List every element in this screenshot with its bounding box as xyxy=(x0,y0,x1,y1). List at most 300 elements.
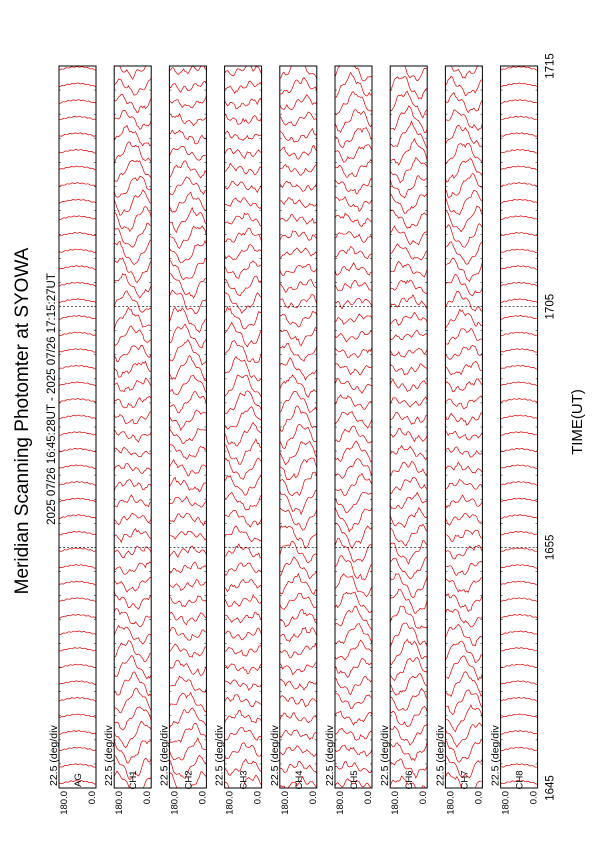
channel-label: CH1 xyxy=(128,770,140,790)
scan-trace xyxy=(280,145,317,159)
scan-trace xyxy=(280,730,317,740)
scan-trace xyxy=(225,695,262,707)
scan-trace xyxy=(501,465,538,469)
scan-trace xyxy=(59,100,96,104)
scan-trace xyxy=(501,614,538,618)
scan-trace xyxy=(59,747,96,751)
scan-trace xyxy=(501,232,538,235)
scan-trace xyxy=(114,641,151,662)
scan-trace xyxy=(280,644,317,658)
scan-trace xyxy=(59,232,96,235)
scan-trace xyxy=(335,213,372,226)
scan-trace xyxy=(169,531,206,540)
scan-trace xyxy=(445,624,482,646)
scan-trace xyxy=(501,697,538,701)
scan-trace xyxy=(445,291,482,311)
scan-trace xyxy=(280,663,317,675)
scan-trace xyxy=(501,498,538,502)
scan-trace xyxy=(59,614,96,618)
scan-trace xyxy=(225,711,262,724)
scan-trace xyxy=(114,721,151,747)
scan-trace xyxy=(445,379,482,392)
scan-trace xyxy=(335,676,372,694)
scan-trace xyxy=(59,183,96,187)
scan-trace xyxy=(390,673,427,695)
panel-scale-label: 22.5 (deg/div xyxy=(158,725,171,786)
scan-trace xyxy=(225,526,262,542)
scan-trace xyxy=(501,581,538,585)
scan-trace xyxy=(445,705,482,732)
scan-trace xyxy=(280,231,317,240)
panel-y-top: 180.0 xyxy=(59,791,70,815)
scan-trace xyxy=(114,495,151,507)
x-tick-label: 1655 xyxy=(544,534,557,561)
scan-trace xyxy=(445,641,482,663)
scan-trace xyxy=(59,382,96,386)
panel-traces xyxy=(445,61,482,795)
scan-trace xyxy=(114,125,151,145)
scan-trace xyxy=(225,341,262,363)
scan-trace xyxy=(445,345,482,359)
scan-trace xyxy=(114,160,151,181)
scan-trace xyxy=(390,462,427,476)
scan-trace xyxy=(225,198,262,209)
scan-trace xyxy=(169,208,206,233)
scan-trace xyxy=(225,228,262,242)
scan-trace xyxy=(390,364,427,375)
scan-trace xyxy=(225,579,262,591)
scan-trace xyxy=(169,65,206,74)
scan-trace xyxy=(225,680,262,691)
scan-trace xyxy=(59,415,96,419)
scan-trace xyxy=(280,248,317,258)
scan-trace xyxy=(59,731,96,735)
panel-traces xyxy=(114,63,151,794)
scan-trace xyxy=(335,246,372,258)
panel-traces xyxy=(335,57,372,791)
scan-trace xyxy=(169,391,206,413)
chart-title: Meridian Scanning Photomter at SYOWA xyxy=(12,247,33,595)
panel-y-bottom: 0.0 xyxy=(307,791,319,805)
scan-trace xyxy=(169,428,206,444)
scan-trace xyxy=(280,295,317,308)
scan-trace xyxy=(114,447,151,456)
panel-ch2 xyxy=(158,65,208,815)
scan-trace xyxy=(114,464,151,474)
scan-trace xyxy=(114,291,151,312)
scan-trace xyxy=(59,664,96,668)
scan-trace xyxy=(335,556,372,580)
scan-trace xyxy=(114,578,151,593)
scan-trace xyxy=(501,365,538,369)
scan-trace xyxy=(169,146,206,160)
scan-trace xyxy=(59,216,96,220)
scan-trace xyxy=(59,315,96,319)
scan-trace xyxy=(501,714,538,718)
scan-trace xyxy=(335,263,372,275)
scan-trace xyxy=(280,280,317,293)
scan-trace xyxy=(59,66,96,70)
scan-trace xyxy=(390,176,427,198)
scan-trace xyxy=(225,148,262,158)
scan-trace xyxy=(445,310,482,329)
scan-trace xyxy=(390,589,427,613)
scan-trace xyxy=(225,493,262,511)
scan-trace xyxy=(390,209,427,228)
scan-trace xyxy=(501,149,538,153)
scan-trace xyxy=(225,131,262,140)
panel-scale-label: 22.5 (deg/div xyxy=(103,725,116,786)
x-tick-label: 1715 xyxy=(544,53,557,79)
scan-trace xyxy=(390,477,427,493)
scan-trace xyxy=(59,249,96,253)
scan-trace xyxy=(445,430,482,440)
scan-trace xyxy=(445,447,482,457)
panel-scale-label: 22.5 (deg/div xyxy=(48,725,60,786)
panel-y-top: 180.0 xyxy=(390,791,402,815)
scan-trace xyxy=(114,378,151,392)
scan-trace xyxy=(225,245,262,260)
panel-scale-label: 22.5 (deg/div xyxy=(489,725,502,786)
scan-trace xyxy=(335,606,372,630)
scan-trace xyxy=(225,743,262,759)
scan-trace xyxy=(501,415,538,419)
scan-trace xyxy=(390,412,427,424)
scan-trace xyxy=(225,163,262,175)
scan-trace xyxy=(445,361,482,374)
scan-trace xyxy=(59,133,96,136)
scan-trace xyxy=(59,83,96,87)
scan-trace xyxy=(445,462,482,473)
scan-trace xyxy=(390,706,427,726)
scan-trace xyxy=(445,190,482,214)
scan-trace xyxy=(169,114,206,126)
scan-trace xyxy=(59,498,96,502)
scan-trace xyxy=(445,479,482,489)
channel-label: AG xyxy=(73,773,84,787)
scan-trace xyxy=(169,660,206,675)
scan-trace xyxy=(169,580,206,591)
scan-trace xyxy=(169,444,206,459)
channel-label: CH6 xyxy=(404,770,416,790)
scan-trace xyxy=(501,448,538,451)
scan-trace xyxy=(501,315,538,319)
scan-trace xyxy=(335,232,372,243)
scan-trace xyxy=(501,133,538,136)
scan-trace xyxy=(390,397,427,407)
scan-trace xyxy=(280,358,317,380)
scan-trace xyxy=(169,676,206,692)
scan-trace xyxy=(501,266,538,270)
scan-trace xyxy=(169,562,206,573)
scan-trace xyxy=(114,142,151,164)
scan-trace xyxy=(390,492,427,508)
panel-y-top: 180.0 xyxy=(335,791,346,815)
panel-ch6 xyxy=(379,59,429,815)
scan-trace xyxy=(169,596,206,607)
scan-trace xyxy=(169,693,206,712)
scan-trace xyxy=(501,565,538,569)
scan-trace xyxy=(445,396,482,409)
panel-frame xyxy=(280,66,317,788)
scan-trace xyxy=(501,83,538,87)
scan-trace xyxy=(114,110,151,129)
scan-trace xyxy=(501,531,538,535)
scan-trace xyxy=(225,276,262,296)
panel-y-top: 180.0 xyxy=(224,791,236,815)
scan-trace xyxy=(59,432,96,436)
panel-y-bottom: 0.0 xyxy=(418,791,430,805)
scan-trace xyxy=(114,672,151,697)
scan-trace xyxy=(445,328,482,344)
scan-trace xyxy=(225,664,262,674)
scan-trace xyxy=(114,609,151,627)
scan-trace xyxy=(390,313,427,326)
scan-trace xyxy=(335,364,372,375)
scan-trace xyxy=(445,93,482,113)
scan-trace xyxy=(169,375,206,394)
scan-trace xyxy=(114,430,151,442)
scan-trace xyxy=(390,558,427,579)
x-axis-title: TIME(UT) xyxy=(569,389,586,455)
scan-trace xyxy=(390,379,427,392)
scan-trace xyxy=(225,293,262,313)
scan-trace xyxy=(225,98,262,109)
scan-trace xyxy=(225,261,262,278)
scan-trace xyxy=(501,249,538,253)
scan-trace xyxy=(390,330,427,340)
scan-trace xyxy=(501,183,538,187)
scan-trace xyxy=(280,593,317,609)
chart-period: 2025 07/26 16:45:28UT - 2025 07/26 17:15:27UT xyxy=(46,273,58,525)
scan-trace xyxy=(501,382,538,386)
scan-trace xyxy=(390,446,427,460)
scan-trace xyxy=(335,492,372,513)
scan-trace xyxy=(114,190,151,215)
scan-trace xyxy=(114,626,151,645)
scan-trace xyxy=(169,161,206,178)
scan-trace xyxy=(335,73,372,98)
panel-traces xyxy=(225,63,262,792)
scan-trace xyxy=(59,565,96,569)
scan-trace xyxy=(169,226,206,249)
scan-trace xyxy=(225,727,262,740)
scan-trace xyxy=(501,631,538,635)
panel-y-bottom: 0.0 xyxy=(473,791,485,805)
scan-trace xyxy=(280,129,317,143)
scan-trace xyxy=(335,694,372,709)
scan-trace xyxy=(335,441,372,462)
scan-trace xyxy=(501,216,538,220)
scan-trace xyxy=(390,724,427,745)
scan-trace xyxy=(280,679,317,690)
panel-y-top: 180.0 xyxy=(114,791,126,815)
scan-trace xyxy=(59,648,96,651)
panel-y-top: 180.0 xyxy=(169,791,181,815)
scan-trace xyxy=(390,428,427,441)
scan-trace xyxy=(169,81,206,92)
scan-trace xyxy=(59,365,96,369)
scan-trace xyxy=(280,508,317,530)
panel-ch7 xyxy=(434,61,484,814)
scan-trace xyxy=(114,308,151,330)
scan-trace xyxy=(280,112,317,126)
scan-trace xyxy=(280,746,317,757)
scan-trace xyxy=(501,398,538,402)
scan-trace xyxy=(501,482,538,486)
scan-trace xyxy=(445,561,482,575)
channel-label: CH3 xyxy=(238,770,250,790)
scan-trace xyxy=(501,349,538,353)
scan-trace xyxy=(390,91,427,118)
scan-trace xyxy=(59,299,96,303)
scan-trace xyxy=(390,77,427,99)
scan-trace xyxy=(445,690,482,715)
scan-trace xyxy=(169,644,206,657)
scan-trace xyxy=(280,696,317,707)
scan-trace xyxy=(169,130,206,144)
scan-trace xyxy=(335,145,372,163)
panel-y-top: 180.0 xyxy=(279,791,291,815)
scan-trace xyxy=(280,541,317,563)
scan-trace xyxy=(390,280,427,294)
scan-trace xyxy=(390,106,427,133)
scan-trace xyxy=(280,62,317,79)
scan-trace xyxy=(445,513,482,525)
scan-trace xyxy=(445,159,482,182)
scan-trace xyxy=(114,562,151,574)
scan-trace xyxy=(501,515,538,519)
scan-trace xyxy=(390,244,427,260)
scan-trace xyxy=(390,623,427,647)
scan-trace xyxy=(445,61,482,78)
scan-trace xyxy=(335,523,372,548)
scan-trace xyxy=(225,544,262,558)
scan-trace xyxy=(445,274,482,296)
scan-trace xyxy=(280,628,317,642)
scan-trace xyxy=(59,764,96,767)
scan-trace xyxy=(335,280,372,291)
scan-trace xyxy=(390,261,427,276)
scan-trace xyxy=(169,627,206,640)
panel-scale-label: 22.5 (deg/div xyxy=(379,725,392,786)
scan-trace xyxy=(59,282,96,286)
scan-trace xyxy=(335,378,372,393)
scan-trace xyxy=(335,128,372,148)
scan-trace xyxy=(225,595,262,607)
scan-trace xyxy=(169,177,206,195)
scan-trace xyxy=(501,664,538,668)
scan-trace xyxy=(169,340,206,365)
channel-label: CH4 xyxy=(293,770,305,790)
scan-trace xyxy=(501,432,538,436)
scan-trace xyxy=(169,259,206,280)
scan-trace xyxy=(280,78,317,95)
scan-trace xyxy=(280,526,317,549)
scan-trace xyxy=(280,198,317,208)
scan-trace xyxy=(169,612,206,625)
panel-traces xyxy=(280,62,317,790)
scan-trace xyxy=(335,347,372,358)
scan-trace xyxy=(445,258,482,281)
scan-trace xyxy=(335,728,372,740)
scan-trace xyxy=(501,747,538,751)
panel-frame xyxy=(335,66,372,788)
scan-trace xyxy=(280,312,317,327)
panel-traces xyxy=(59,66,96,784)
scan-trace xyxy=(114,239,151,264)
scan-trace xyxy=(280,215,317,225)
panel-traces xyxy=(169,65,206,796)
panel-ch4 xyxy=(269,62,319,815)
scan-trace xyxy=(59,631,96,635)
scan-trace xyxy=(335,109,372,132)
panel-y-top: 180.0 xyxy=(500,791,512,815)
scan-trace xyxy=(501,116,538,120)
scan-trace xyxy=(225,475,262,495)
panel-frame xyxy=(501,66,538,788)
scan-trace xyxy=(114,94,151,112)
scan-trace xyxy=(114,326,151,346)
scan-trace xyxy=(335,179,372,194)
scan-trace xyxy=(169,274,206,298)
scan-trace xyxy=(280,264,317,275)
panel-y-bottom: 0.0 xyxy=(87,791,98,805)
scan-trace xyxy=(169,356,206,381)
panel-ch3 xyxy=(214,63,264,814)
channel-label: CH7 xyxy=(459,770,471,790)
scan-trace xyxy=(390,541,427,564)
scan-trace xyxy=(335,711,372,725)
channel-label: CH8 xyxy=(514,770,526,790)
scan-trace xyxy=(390,658,427,681)
scan-trace xyxy=(114,412,151,424)
scan-trace xyxy=(280,441,317,464)
scan-trace xyxy=(390,349,427,358)
scan-trace xyxy=(225,63,262,76)
scan-trace xyxy=(280,95,317,110)
scan-trace xyxy=(114,688,151,713)
scan-trace xyxy=(225,213,262,226)
scan-trace xyxy=(501,66,538,70)
scan-trace xyxy=(335,331,372,342)
scan-trace xyxy=(59,531,96,535)
scan-trace xyxy=(390,606,427,628)
scan-trace xyxy=(114,345,151,362)
scan-trace xyxy=(445,413,482,425)
scan-trace xyxy=(390,59,427,81)
scan-trace xyxy=(445,110,482,131)
scan-trace xyxy=(59,398,96,402)
panel-scale-label: 22.5 (deg/div xyxy=(268,725,281,786)
scan-trace xyxy=(169,192,206,212)
scan-trace xyxy=(445,594,482,612)
panel-y-bottom: 0.0 xyxy=(142,791,154,805)
scan-trace xyxy=(280,328,317,346)
scan-trace xyxy=(59,681,96,685)
scan-trace xyxy=(280,406,317,432)
scan-trace xyxy=(501,282,538,286)
scan-trace xyxy=(225,323,262,347)
scan-trace xyxy=(225,563,262,576)
scan-trace xyxy=(59,266,96,270)
scan-trace xyxy=(335,745,372,756)
scan-trace xyxy=(445,656,482,680)
scan-trace xyxy=(114,529,151,543)
scan-trace xyxy=(390,742,427,761)
scan-trace xyxy=(225,628,262,640)
scan-trace xyxy=(501,332,538,335)
